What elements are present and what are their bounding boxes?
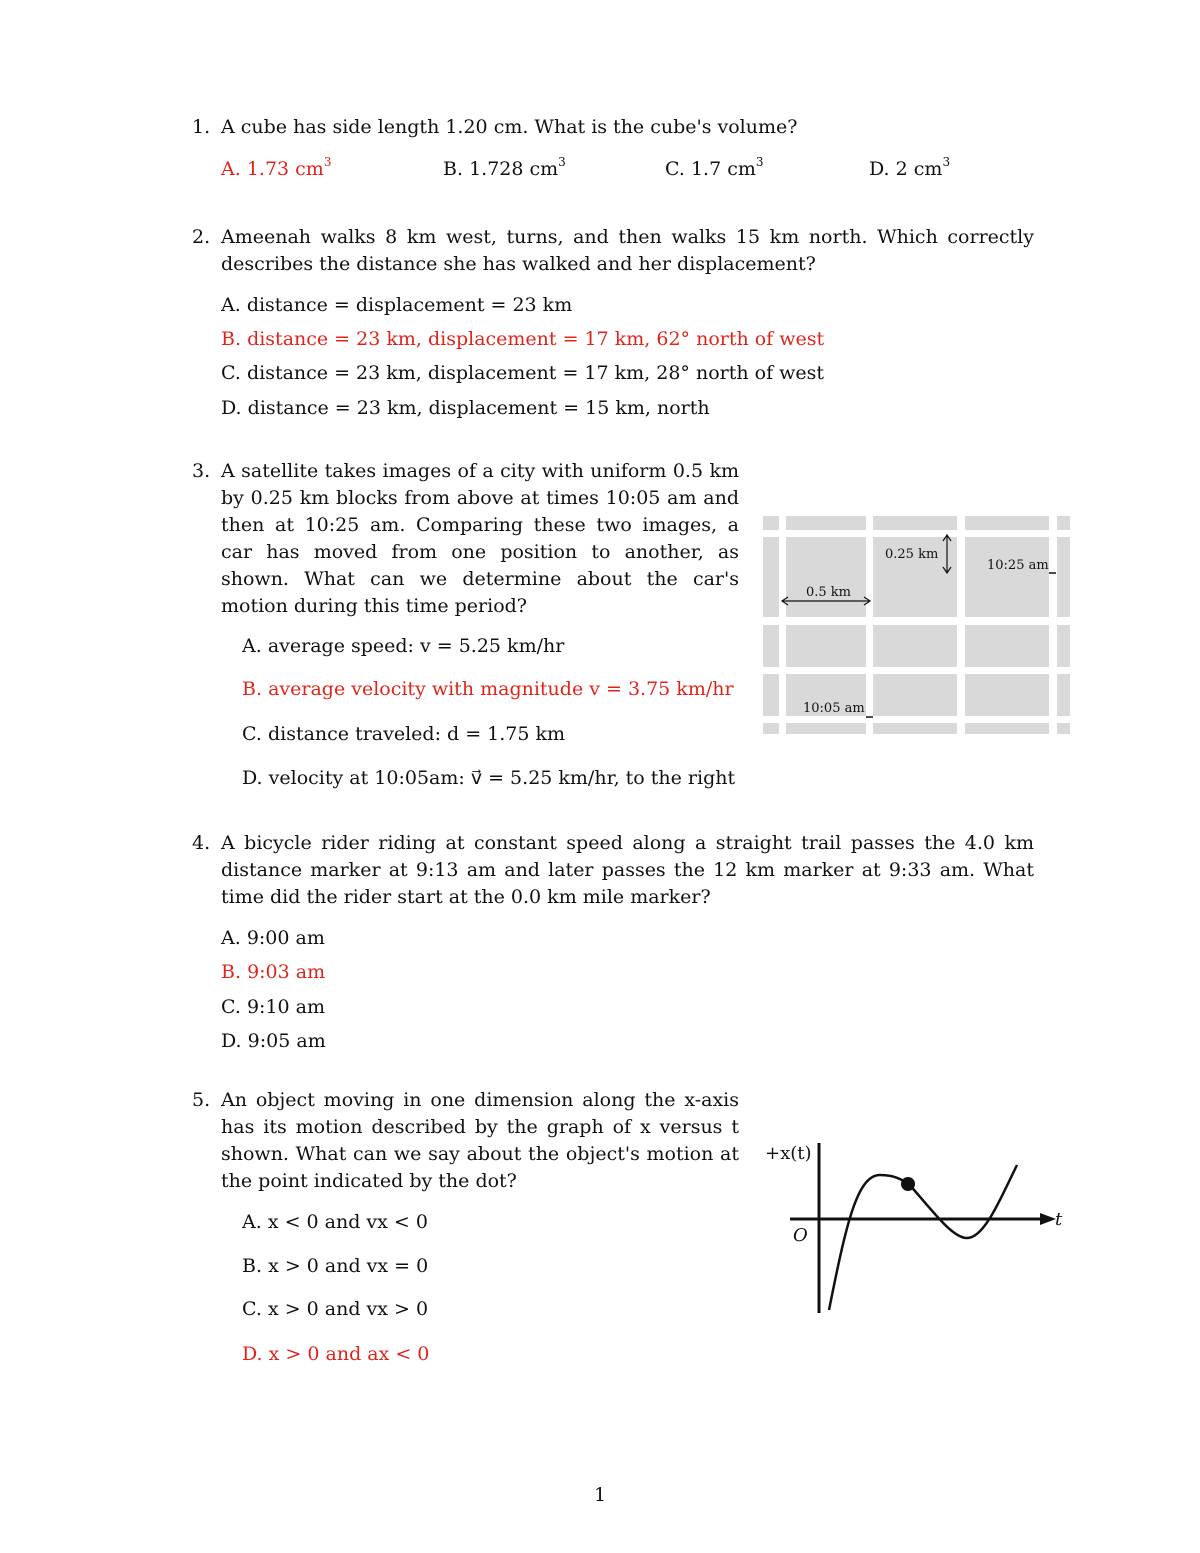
origin-label: O [793,1225,808,1246]
option-text: 1.728 cm [469,158,559,180]
block [965,625,1049,667]
block [873,516,957,530]
block [786,723,866,734]
superscript: 3 [558,154,566,169]
block [1057,516,1070,530]
option-letter: D. [242,1343,263,1365]
option-letter: A. [221,927,241,949]
q2-option-a [221,294,572,316]
option-text: x > 0 and vx > 0 [267,1298,429,1320]
block [965,723,1049,734]
q4-option-a [221,927,325,949]
option-letter: B. [221,961,242,983]
option-letter: B. [221,328,242,350]
option-text: 9:10 am [246,996,326,1018]
question-text: A bicycle rider riding at constant speed along a straight trail passes the 4.0 km distance marker at 9:13 am and later passes the 12 km marker at 9:33 am. What time did the rider start at the 0.0 km mile marker? [221,832,1034,908]
block [763,723,779,734]
option-letter: A. [221,294,241,316]
option-text: distance = 23 km, displacement = 15 km, north [247,397,710,419]
option-text: distance = 23 km, displacement = 17 km, 28° north of west [246,362,825,384]
question-text: An object moving in one dimension along the x-axis has its motion described by the graph of x versus t shown. What can we say about the object's motion at the point indicated by the dot? [221,1089,739,1192]
block [786,537,866,617]
q1-option-c [665,154,764,180]
question-text: A cube has side length 1.20 cm. What is the cube's volume? [221,116,798,138]
option-letter: A. [221,158,241,180]
q2-option-c [221,362,824,384]
option-text: average speed: v = 5.25 km/hr [267,635,565,657]
option-text: distance = 23 km, displacement = 17 km, 62° north of west [247,328,825,350]
option-text: velocity at 10:05am: v⃗ = 5.25 km/hr, to the right [268,767,736,789]
q4-option-d [221,1030,326,1052]
block [1057,674,1070,716]
block [786,625,866,667]
option-letter: B. [242,1255,263,1277]
block [763,537,779,617]
option-letter: B. [443,158,464,180]
option-text: distance traveled: d = 1.75 km [267,723,566,745]
end-time-label: 10:25 am [987,558,1049,573]
q1-option-a [221,154,332,180]
city-blocks-figure [760,512,1080,742]
option-letter: C. [221,996,241,1018]
q5-option-d [242,1343,429,1365]
block [873,625,957,667]
position-curve [829,1165,1017,1310]
option-text: x > 0 and ax < 0 [268,1343,430,1365]
x-axis-arrowhead [1040,1213,1056,1225]
option-letter: A. [242,1211,262,1233]
q1-option-d [869,154,951,180]
q3-option-a [242,635,564,657]
q4-option-b [221,961,325,983]
q3-option-c [242,723,565,745]
option-text: 1.7 cm [690,158,756,180]
block [873,723,957,734]
block [873,674,957,716]
question-number: 3. [192,460,211,482]
option-letter: D. [221,397,242,419]
superscript: 3 [755,154,764,169]
q5-option-a [242,1211,428,1233]
indicated-point-dot [901,1177,915,1191]
block-height-label: 0.25 km [885,547,939,562]
q3-option-d [242,767,735,789]
start-time-label: 10:05 am [803,701,865,716]
option-letter: C. [242,723,262,745]
question-number: 1. [192,116,211,138]
option-letter: D. [221,1030,242,1052]
block [786,516,866,530]
option-text: 1.73 cm [246,158,324,180]
block [763,516,779,530]
option-letter: D. [869,158,890,180]
q2-option-d [221,397,710,419]
block [965,537,1049,617]
q5-option-c [242,1298,428,1320]
page-number: 1 [593,1484,607,1506]
question-number: 2. [192,226,211,248]
superscript: 3 [942,154,951,169]
option-letter: B. [242,678,263,700]
option-text: average velocity with magnitude v = 3.75 km/hr [268,678,734,700]
block [1057,723,1070,734]
block [1057,625,1070,667]
question-text: A satellite takes images of a city with uniform 0.5 km by 0.25 km blocks from above at times 10:05 am and then at 10:25 am. Comparing these two images, a car has moved from one position to another, as shown. What can we determine about the car's motion during this time period? [221,460,739,617]
block [965,516,1049,530]
question-number: 4. [192,832,211,854]
option-text: distance = displacement = 23 km [246,294,573,316]
x-axis-label: t [1055,1209,1063,1230]
q2-option-b [221,328,824,350]
option-text: x > 0 and vx = 0 [268,1255,429,1277]
position-time-graph [762,1135,1072,1320]
option-letter: C. [242,1298,262,1320]
block-width-label: 0.5 km [806,585,852,600]
q5-option-b [242,1255,428,1277]
q4-option-c [221,996,325,1018]
question-number: 5. [192,1089,211,1111]
option-text: x < 0 and vx < 0 [267,1211,428,1233]
superscript: 3 [323,154,332,169]
option-text: 9:00 am [246,927,325,949]
option-text: 9:05 am [247,1030,326,1052]
q1-option-b [443,154,566,180]
option-text: 2 cm [895,158,943,180]
y-axis-label: +x(t) [765,1143,812,1164]
block [763,625,779,667]
block [965,674,1049,716]
block [763,674,779,716]
block [1057,537,1070,617]
option-letter: C. [221,362,241,384]
q3-option-b [242,678,734,700]
question-text: Ameenah walks 8 km west, turns, and then walks 15 km north. Which correctly describes the distance she has walked and her displacement? [221,226,1034,275]
option-letter: D. [242,767,263,789]
option-text: 9:03 am [247,961,326,983]
option-letter: C. [665,158,685,180]
option-letter: A. [242,635,262,657]
